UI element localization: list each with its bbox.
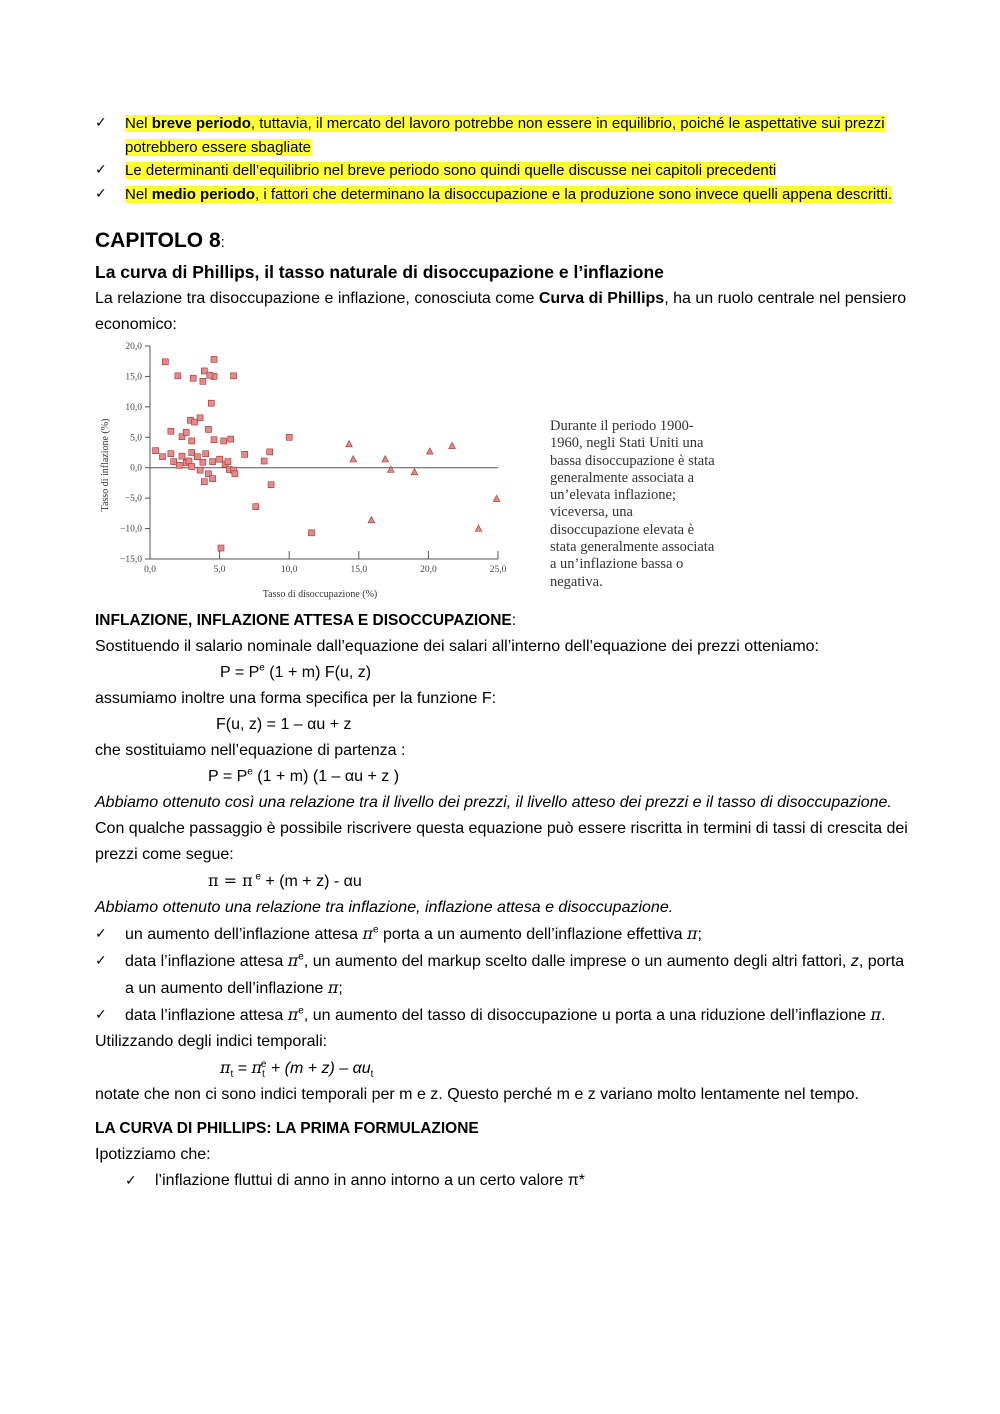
check-icon: ✓ <box>95 162 107 178</box>
data-point-square <box>210 476 216 482</box>
data-point-square <box>253 504 259 510</box>
data-point-square <box>153 448 159 454</box>
x-tick-label: 20,0 <box>420 565 437 575</box>
paragraph: notate che non ci sono indici temporali per m e z. Questo perché m e z variano molto lentamente nel tempo. <box>95 1086 859 1103</box>
data-point-triangle <box>382 456 389 462</box>
implication-3: ✓ data l’inflazione attesa $\pi^e$, un aumento del tasso di disoccupazione u porta a una riduzione dell’inflazione π. <box>95 1002 915 1029</box>
paragraph: assumiamo inoltre una forma specifica per la funzione F: <box>95 690 497 707</box>
data-point-square <box>189 463 195 469</box>
bullet-text: Le determinanti dell’equilibrio nel breve periodo sono quindi quelle discusse nei capitoli precedenti <box>125 162 777 179</box>
data-point-square <box>183 429 189 435</box>
data-point-triangle <box>493 495 500 501</box>
implication-list <box>95 921 915 1029</box>
equation-1: $P = P^e$ (1 + m) F(u, z) <box>220 662 372 681</box>
paragraph-italic: Abbiamo ottenuto così una relazione tra il livello dei prezzi, il livello atteso dei prezzi e il tasso di disoccupazione. <box>95 794 892 811</box>
document-page <box>95 112 915 1194</box>
equation-3: $P = P^e$ (1 + m) (1 – αu + z ) <box>208 766 400 785</box>
data-point-square <box>200 378 206 384</box>
y-tick-label: 15,0 <box>125 372 142 383</box>
data-point-triangle <box>388 466 395 472</box>
chapter-subtitle: La curva di Phillips, il tasso naturale di disoccupazione e l’inflazione <box>95 262 664 282</box>
x-tick-label: 10,0 <box>280 565 298 575</box>
data-point-square <box>203 451 209 457</box>
data-point-square <box>232 471 238 477</box>
chapter-title: CAPITOLO 8: <box>95 229 225 252</box>
intro-paragraph: La relazione tra disoccupazione e inflazione, conosciuta come Curva di Phillips, ha un ruolo centrale nel pensiero economico: <box>95 290 907 333</box>
bullet-text: , i fattori che determinano la disoccupazione e la produzione sono invece quelli appena descritti. <box>255 185 893 203</box>
figure-caption: Durante il periodo 1900-1960, negli Stati Uniti una bassa disoccupazione è stata generalmente associata a un’elevata inflazione; viceversa, una disoccupazione elevata è stata generalmente associata a un’inflazione bassa o negativa. <box>550 418 715 590</box>
check-icon: ✓ <box>95 926 107 942</box>
check-icon: ✓ <box>95 115 107 131</box>
section-heading-inflation: INFLAZIONE, INFLAZIONE ATTESA E DISOCCUPAZIONE: <box>95 612 517 629</box>
y-tick-label: 5,0 <box>130 433 142 444</box>
data-point-square <box>286 434 292 440</box>
data-point-square <box>261 458 267 464</box>
y-tick-label: 10,0 <box>125 402 142 413</box>
paragraph-italic: Abbiamo ottenuto una relazione tra inflazione, inflazione attesa e disoccupazione. <box>95 899 674 916</box>
data-point-triangle <box>350 456 357 462</box>
y-tick-label: −5,0 <box>124 494 142 505</box>
implication-2: ✓ data l’inflazione attesa $\pi^e$, un aumento del markup scelto dalle imprese o un aumento degli altri fattori, z, porta a un aumento dell’inflazione π; <box>95 948 915 1002</box>
data-point-square <box>194 454 200 460</box>
equation-5: $\pi_t = \pi_t^e + (m + z) - \alpha u_t$ <box>220 1058 374 1081</box>
x-tick-label: 25,0 <box>489 565 507 575</box>
data-point-square <box>308 530 314 536</box>
data-point-square <box>218 545 224 551</box>
implication-1: ✓ un aumento dell’inflazione attesa $\pi^e$ porta a un aumento dell’inflazione effettiva π; <box>95 921 915 948</box>
phillips-scatter-chart <box>95 340 515 602</box>
data-point-square <box>176 462 182 468</box>
top-bullet-list <box>95 112 915 206</box>
y-axis-label: Tasso di inflazione (%) <box>100 418 111 512</box>
data-point-square <box>197 467 203 473</box>
check-icon: ✓ <box>95 1007 107 1023</box>
y-tick-label: 0,0 <box>130 463 142 474</box>
data-point-square <box>189 450 195 456</box>
data-point-square <box>231 373 237 379</box>
data-point-square <box>197 415 203 421</box>
data-point-square <box>201 479 207 485</box>
data-point-square <box>168 428 174 434</box>
check-icon: ✓ <box>125 1173 137 1189</box>
bullet-bold: medio periodo <box>151 185 256 203</box>
data-point-square <box>268 482 274 488</box>
data-point-triangle <box>346 440 353 446</box>
bullet-text: , tuttavia, il mercato del lavoro potrebbe non essere in equilibrio, poiché le aspettative sui prezzi potrebbero essere sbagliate <box>125 115 885 156</box>
paragraph: Con qualche passaggio è possibile riscrivere questa equazione può essere riscritta in termini di tassi di crescita dei prezzi come segue: <box>95 820 908 863</box>
y-tick-label: −15,0 <box>120 555 142 565</box>
y-tick-label: −10,0 <box>120 524 142 535</box>
data-point-square <box>225 459 231 465</box>
data-point-triangle <box>449 442 456 448</box>
data-point-square <box>168 451 174 457</box>
data-point-triangle <box>368 517 375 523</box>
section-heading-phillips: LA CURVA DI PHILLIPS: LA PRIMA FORMULAZIONE <box>95 1120 479 1137</box>
data-point-square <box>171 459 177 465</box>
equation-2: F(u, z) = 1 – αu + z <box>216 716 352 733</box>
data-point-square <box>207 372 213 378</box>
check-icon: ✓ <box>95 953 107 969</box>
data-point-square <box>190 375 196 381</box>
paragraph: Sostituendo il salario nominale dall’equazione dei salari all’interno dell’equazione dei prezzi otteniamo: <box>95 638 819 655</box>
data-point-square <box>186 458 192 464</box>
data-point-square <box>210 459 216 465</box>
data-point-square <box>228 436 234 442</box>
data-point-square <box>179 453 185 459</box>
paragraph: Ipotizziamo che: <box>95 1146 211 1163</box>
data-point-triangle <box>411 468 418 474</box>
data-point-square <box>267 449 273 455</box>
assumption-1: ✓ l’inflazione fluttui di anno in anno intorno a un certo valore π* <box>125 1168 915 1194</box>
top-bullet-1 <box>95 112 915 159</box>
data-point-square <box>201 368 207 374</box>
data-point-square <box>211 356 217 362</box>
bullet-text: Nel <box>125 185 152 203</box>
data-point-square <box>217 456 223 462</box>
data-point-triangle <box>426 448 433 454</box>
data-point-square <box>208 400 214 406</box>
x-tick-label: 5,0 <box>213 565 226 575</box>
x-tick-label: 15,0 <box>350 565 368 575</box>
data-point-square <box>200 459 206 465</box>
equation-4: π = π $^e$ + (m + z) - αu <box>208 871 362 890</box>
top-bullet-2 <box>95 159 915 183</box>
data-point-square <box>211 437 217 443</box>
data-point-square <box>205 426 211 432</box>
y-tick-label: 20,0 <box>125 342 142 352</box>
data-point-square <box>162 359 168 365</box>
check-icon: ✓ <box>95 185 107 202</box>
data-point-square <box>242 451 248 457</box>
bullet-text: Nel <box>125 115 152 132</box>
x-axis-label: Tasso di disoccupazione (%) <box>262 589 378 600</box>
top-bullet-3 <box>95 183 915 207</box>
data-point-square <box>160 454 166 460</box>
data-point-square <box>192 419 198 425</box>
x-tick-label: 0,0 <box>144 565 156 575</box>
paragraph: che sostituiamo nell’equazione di partenza : <box>95 742 406 759</box>
data-point-square <box>175 373 181 379</box>
phillips-figure <box>95 340 915 602</box>
bullet-bold: breve periodo <box>151 115 251 132</box>
paragraph: Utilizzando degli indici temporali: <box>95 1033 328 1050</box>
data-point-triangle <box>475 525 482 531</box>
data-point-square <box>221 438 227 444</box>
data-point-square <box>189 438 195 444</box>
